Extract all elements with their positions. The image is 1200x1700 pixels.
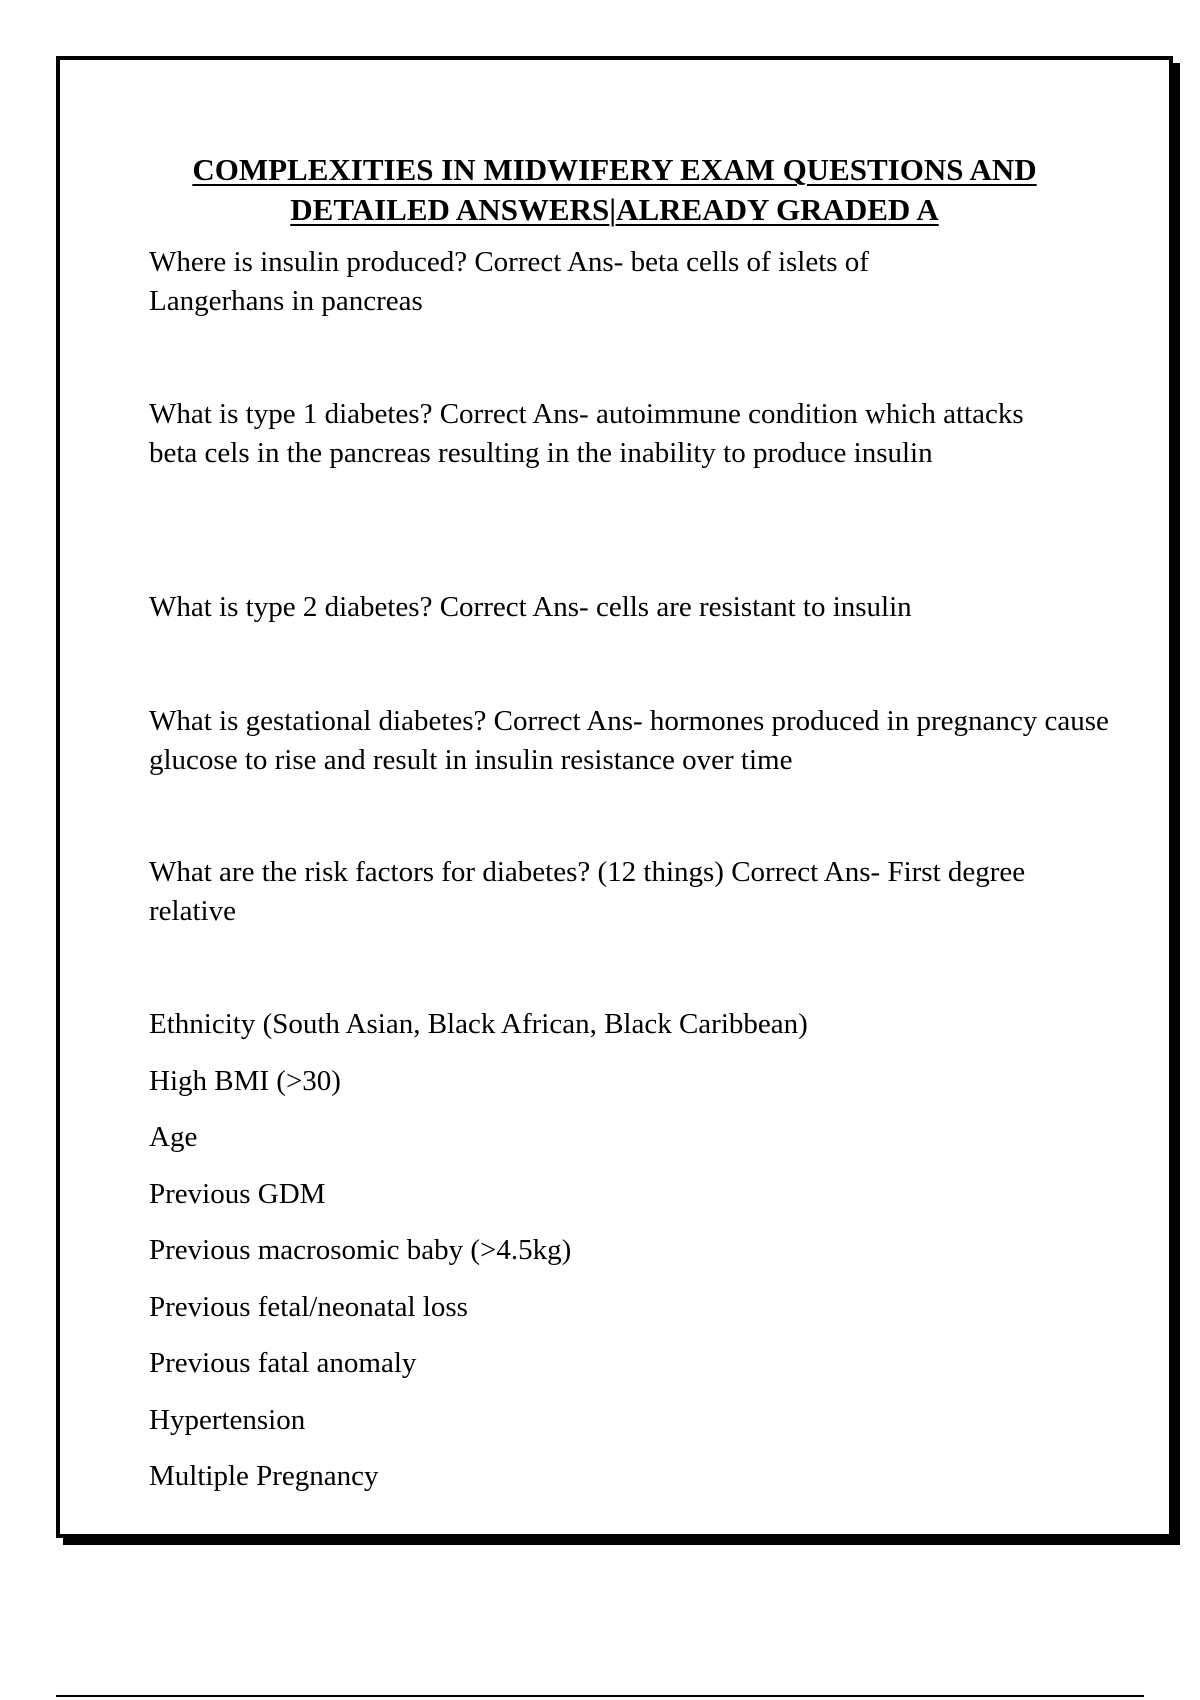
document-title <box>60 150 1169 230</box>
list-item: Age <box>149 1121 198 1153</box>
title-line-1: COMPLEXITIES IN MIDWIFERY EXAM QUESTIONS AND <box>192 152 1037 187</box>
list-item: Previous GDM <box>149 1177 326 1210</box>
page-frame <box>56 56 1173 1538</box>
footer-rule <box>56 1695 1144 1697</box>
risk-factor-list <box>149 1005 808 1514</box>
qa-risk-factors: What are the risk factors for diabetes? (12 things) Correct Ans- First degree relative <box>149 856 1026 927</box>
list-item: High BMI (>30) <box>149 1064 341 1097</box>
title-line-2: DETAILED ANSWERS|ALREADY GRADED A <box>290 192 939 227</box>
qa-type-2-diabetes: What is type 2 diabetes? Correct Ans- cells are resistant to insulin <box>149 591 912 623</box>
list-item: Previous fetal/neonatal loss <box>149 1290 468 1323</box>
list-item: Previous fatal anomaly <box>149 1347 417 1379</box>
list-item: Previous macrosomic baby (>4.5kg) <box>149 1234 572 1266</box>
list-item: Hypertension <box>149 1403 306 1436</box>
qa-type-1-diabetes: What is type 1 diabetes? Correct Ans- autoimmune condition which attacks beta cels in the pancreas resulting in the inability to produce insulin <box>149 398 1024 469</box>
list-item: Multiple Pregnancy <box>149 1460 379 1492</box>
qa-insulin-produced: Where is insulin produced? Correct Ans- beta cells of islets of Langerhans in pancreas <box>149 246 869 317</box>
list-item: Ethnicity (South Asian, Black African, Black Caribbean) <box>149 1008 808 1040</box>
qa-gestational-diabetes: What is gestational diabetes? Correct Ans- hormones produced in pregnancy cause glucose to rise and result in insulin resistance over time <box>149 705 1109 776</box>
